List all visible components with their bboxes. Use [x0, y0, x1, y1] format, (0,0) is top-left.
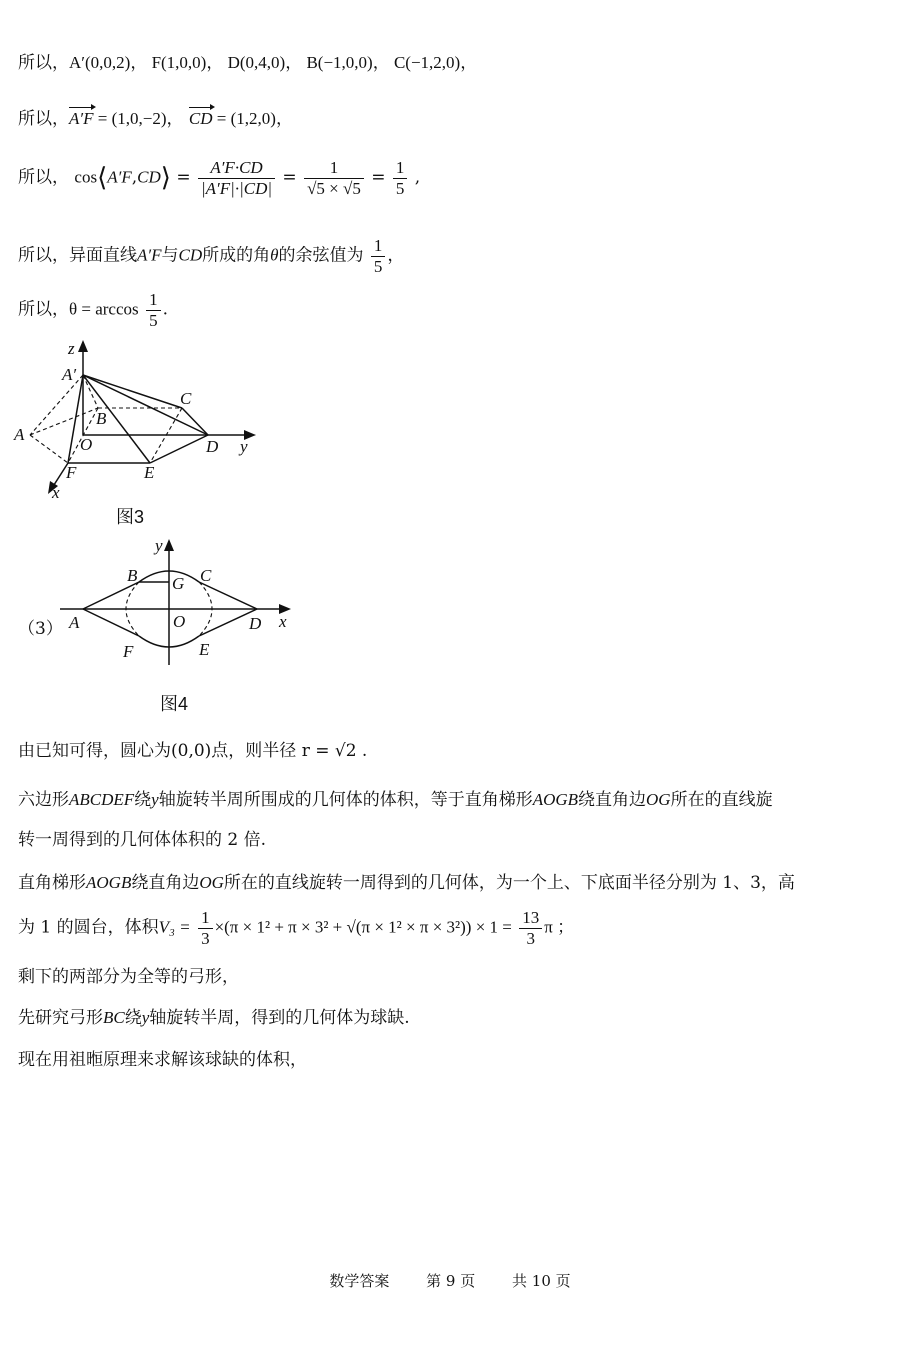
fig3-label-a1: A′ — [62, 365, 77, 384]
fig4-label-d: D — [249, 614, 262, 633]
hexagon-paragraph-cont: 转一周得到的几何体体积的 2 倍. — [18, 830, 267, 850]
fig4-label-e: E — [199, 640, 210, 659]
answer-fraction: $\frac{1}{5}$ — [371, 236, 386, 276]
fig4-label-b: B — [127, 566, 138, 585]
fig3-label-e: E — [144, 463, 155, 482]
fig4-label-c: C — [200, 566, 212, 585]
page-footer — [0, 1270, 900, 1291]
coords-line: 所以，A′(0,0,2)， F(1,0,0)， D(0,4,0)， B(−1,0,0)， C(−1,2,0)， — [18, 53, 478, 73]
fig3-label-f: F — [66, 463, 77, 482]
fig3-label-y: y — [240, 437, 248, 456]
fig3-label-d: D — [206, 437, 219, 456]
figure-3-caption: 图3 — [116, 507, 145, 527]
hexagon-paragraph: 六边形ABCDEF绕y轴旋转半周所围成的几何体的体积，等于直角梯形AOGB绕直角边OG所在的直线旋 — [18, 790, 773, 810]
fig3-label-a: A — [14, 425, 25, 444]
figure-3-diagram — [10, 338, 270, 503]
footer-page: 第 9 页 — [426, 1272, 476, 1290]
arccos-fraction: $\frac{1}{5}$ — [146, 290, 161, 330]
fig3-label-z: z — [68, 339, 75, 358]
segments-paragraph: 剩下的两部分为全等的弓形， — [18, 967, 239, 987]
cos-fraction-3: $\frac{1}{5}$ — [393, 158, 408, 198]
fig4-label-x: x — [279, 612, 287, 631]
footer-subject: 数学答案 — [329, 1272, 390, 1290]
cos-fraction-2: $\frac{1}{√5 \times √5}$ — [304, 158, 364, 198]
part-3-label: （3） — [18, 619, 63, 639]
figure-4-diagram — [55, 535, 300, 670]
radius-paragraph: 由已知可得，圆心为(0,0)点，则半径 r = √2 . — [18, 741, 368, 761]
fig3-label-c: C — [180, 389, 192, 408]
fig3-label-x: x — [52, 483, 60, 502]
segment-bc-paragraph: 先研究弓形BC绕y轴旋转半周，得到的几何体为球缺. — [18, 1008, 410, 1028]
cosine-line: 所以， cos⟨A′F,CD⟩ = $\frac{A'F\cdot CD}{|A'F|\cdot|CD|}$ = $\frac{1}{√5 \times √5}$ = $\frac{1}{5}$ , — [18, 158, 421, 198]
fig3-label-b: B — [96, 409, 107, 428]
fig4-label-o: O — [173, 612, 186, 631]
vectors-line: 所以，A′F = (1,0,−2)， CD = (1,2,0)， — [18, 109, 293, 129]
zu-geng-paragraph: 现在用祖暅原理来求解该球缺的体积， — [18, 1050, 307, 1070]
arccos-line: 所以，θ = arccos $\frac{1}{5}$ . — [18, 290, 168, 330]
frustum-volume-line: 为 1 的圆台，体积V₃ = $\frac{1}{3}$ ×(π × 1² + π × 3² + √(π × 1² × π × 3²)) × 1 = $\frac{13}{3}$ π ； — [18, 908, 575, 948]
figure-4-caption: 图4 — [160, 694, 189, 714]
fig4-label-g: G — [172, 574, 185, 593]
trapezoid-paragraph: 直角梯形AOGB绕直角边OG所在的直线旋转一周得到的几何体，为一个上、下底面半径分别为 1、3，高 — [18, 873, 795, 893]
angle-cosine-line: 所以，异面直线A′F与CD所成的角θ的余弦值为 $\frac{1}{5}$ ， — [18, 236, 405, 276]
fig4-label-f: F — [123, 642, 134, 661]
fig4-label-y: y — [155, 536, 163, 555]
cos-fraction-1: $\frac{A'F\cdot CD}{|A'F|\cdot|CD|}$ — [198, 158, 275, 198]
footer-total: 共 10 页 — [512, 1272, 571, 1290]
fig4-label-a: A — [69, 613, 80, 632]
fig3-label-o: O — [80, 435, 93, 454]
